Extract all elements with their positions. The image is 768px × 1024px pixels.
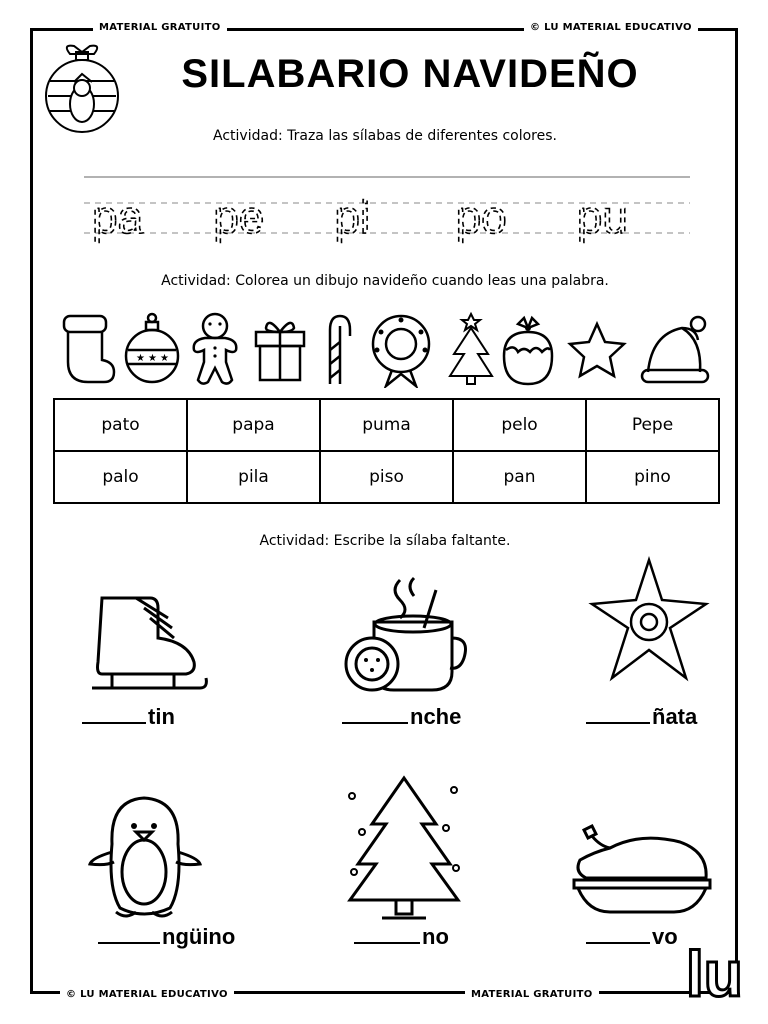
word-suffix: ñata: [652, 704, 698, 729]
word-cell: puma: [320, 399, 453, 451]
trace-syllable: po: [455, 191, 507, 243]
words-table: [53, 398, 720, 504]
brand-logo: lu: [686, 938, 743, 1010]
santa-hat-icon: [638, 310, 712, 388]
answer-blank[interactable]: [342, 704, 461, 730]
hot-drink-icon: [340, 572, 470, 698]
wreath-icon: [368, 310, 434, 388]
pinata-icon: [586, 556, 712, 690]
tracing-area: [84, 175, 690, 265]
trace-syllable: pa: [92, 191, 144, 243]
table-row: [54, 451, 719, 503]
activity2-instruction: Actividad: Colorea un dibujo navideño cuando leas una palabra.: [161, 273, 609, 289]
word-cell: palo: [54, 451, 187, 503]
table-row: [54, 399, 719, 451]
answer-blank[interactable]: [586, 704, 697, 730]
penguin-icon: [86, 792, 204, 924]
svg-text:★: ★: [136, 353, 145, 364]
answer-blank[interactable]: [354, 924, 449, 950]
word-suffix: ngüino: [162, 924, 236, 949]
top-left-tag: MATERIAL GRATUITO: [93, 22, 227, 33]
answer-blank[interactable]: [98, 924, 235, 950]
word-cell: pila: [187, 451, 320, 503]
tree-icon: [446, 310, 496, 388]
star-icon: [564, 310, 630, 388]
activity1-instruction: Actividad: Traza las sílabas de diferentes colores.: [213, 128, 557, 144]
answer-blank[interactable]: [586, 924, 678, 950]
page-title: SILABARIO NAVIDEÑO: [181, 52, 639, 96]
trace-syllable: pi: [334, 191, 371, 243]
turkey-icon: [570, 822, 714, 918]
activity3-instruction: Actividad: Escribe la sílaba faltante.: [259, 533, 511, 549]
gift-icon: [252, 310, 308, 388]
word-cell: Pepe: [586, 399, 719, 451]
bottom-right-tag: MATERIAL GRATUITO: [465, 989, 599, 1000]
svg-text:★: ★: [148, 353, 157, 364]
skate-icon: [88, 588, 212, 698]
ornament-icon: [124, 310, 180, 388]
gingerbread-icon: [188, 310, 242, 388]
word-suffix: tin: [148, 704, 175, 729]
pudding-icon: [500, 310, 556, 388]
svg-text:★: ★: [160, 353, 169, 364]
top-right-tag: © LU MATERIAL EDUCATIVO: [524, 22, 698, 33]
word-cell: pato: [54, 399, 187, 451]
word-suffix: nche: [410, 704, 462, 729]
word-cell: pino: [586, 451, 719, 503]
trace-syllable: pe: [213, 191, 265, 243]
word-cell: papa: [187, 399, 320, 451]
word-cell: pan: [453, 451, 586, 503]
trace-syllable: pu: [576, 191, 628, 243]
stocking-icon: [58, 310, 118, 388]
word-cell: pelo: [453, 399, 586, 451]
ornament-penguin-icon: [40, 36, 124, 136]
icons-row: [50, 310, 720, 390]
bottom-left-tag: © LU MATERIAL EDUCATIVO: [60, 989, 234, 1000]
word-suffix: vo: [652, 924, 678, 949]
word-cell: piso: [320, 451, 453, 503]
answer-blank[interactable]: [82, 704, 175, 730]
pine-tree-icon: [342, 772, 466, 924]
word-suffix: no: [422, 924, 449, 949]
candy-cane-icon: [316, 310, 356, 388]
